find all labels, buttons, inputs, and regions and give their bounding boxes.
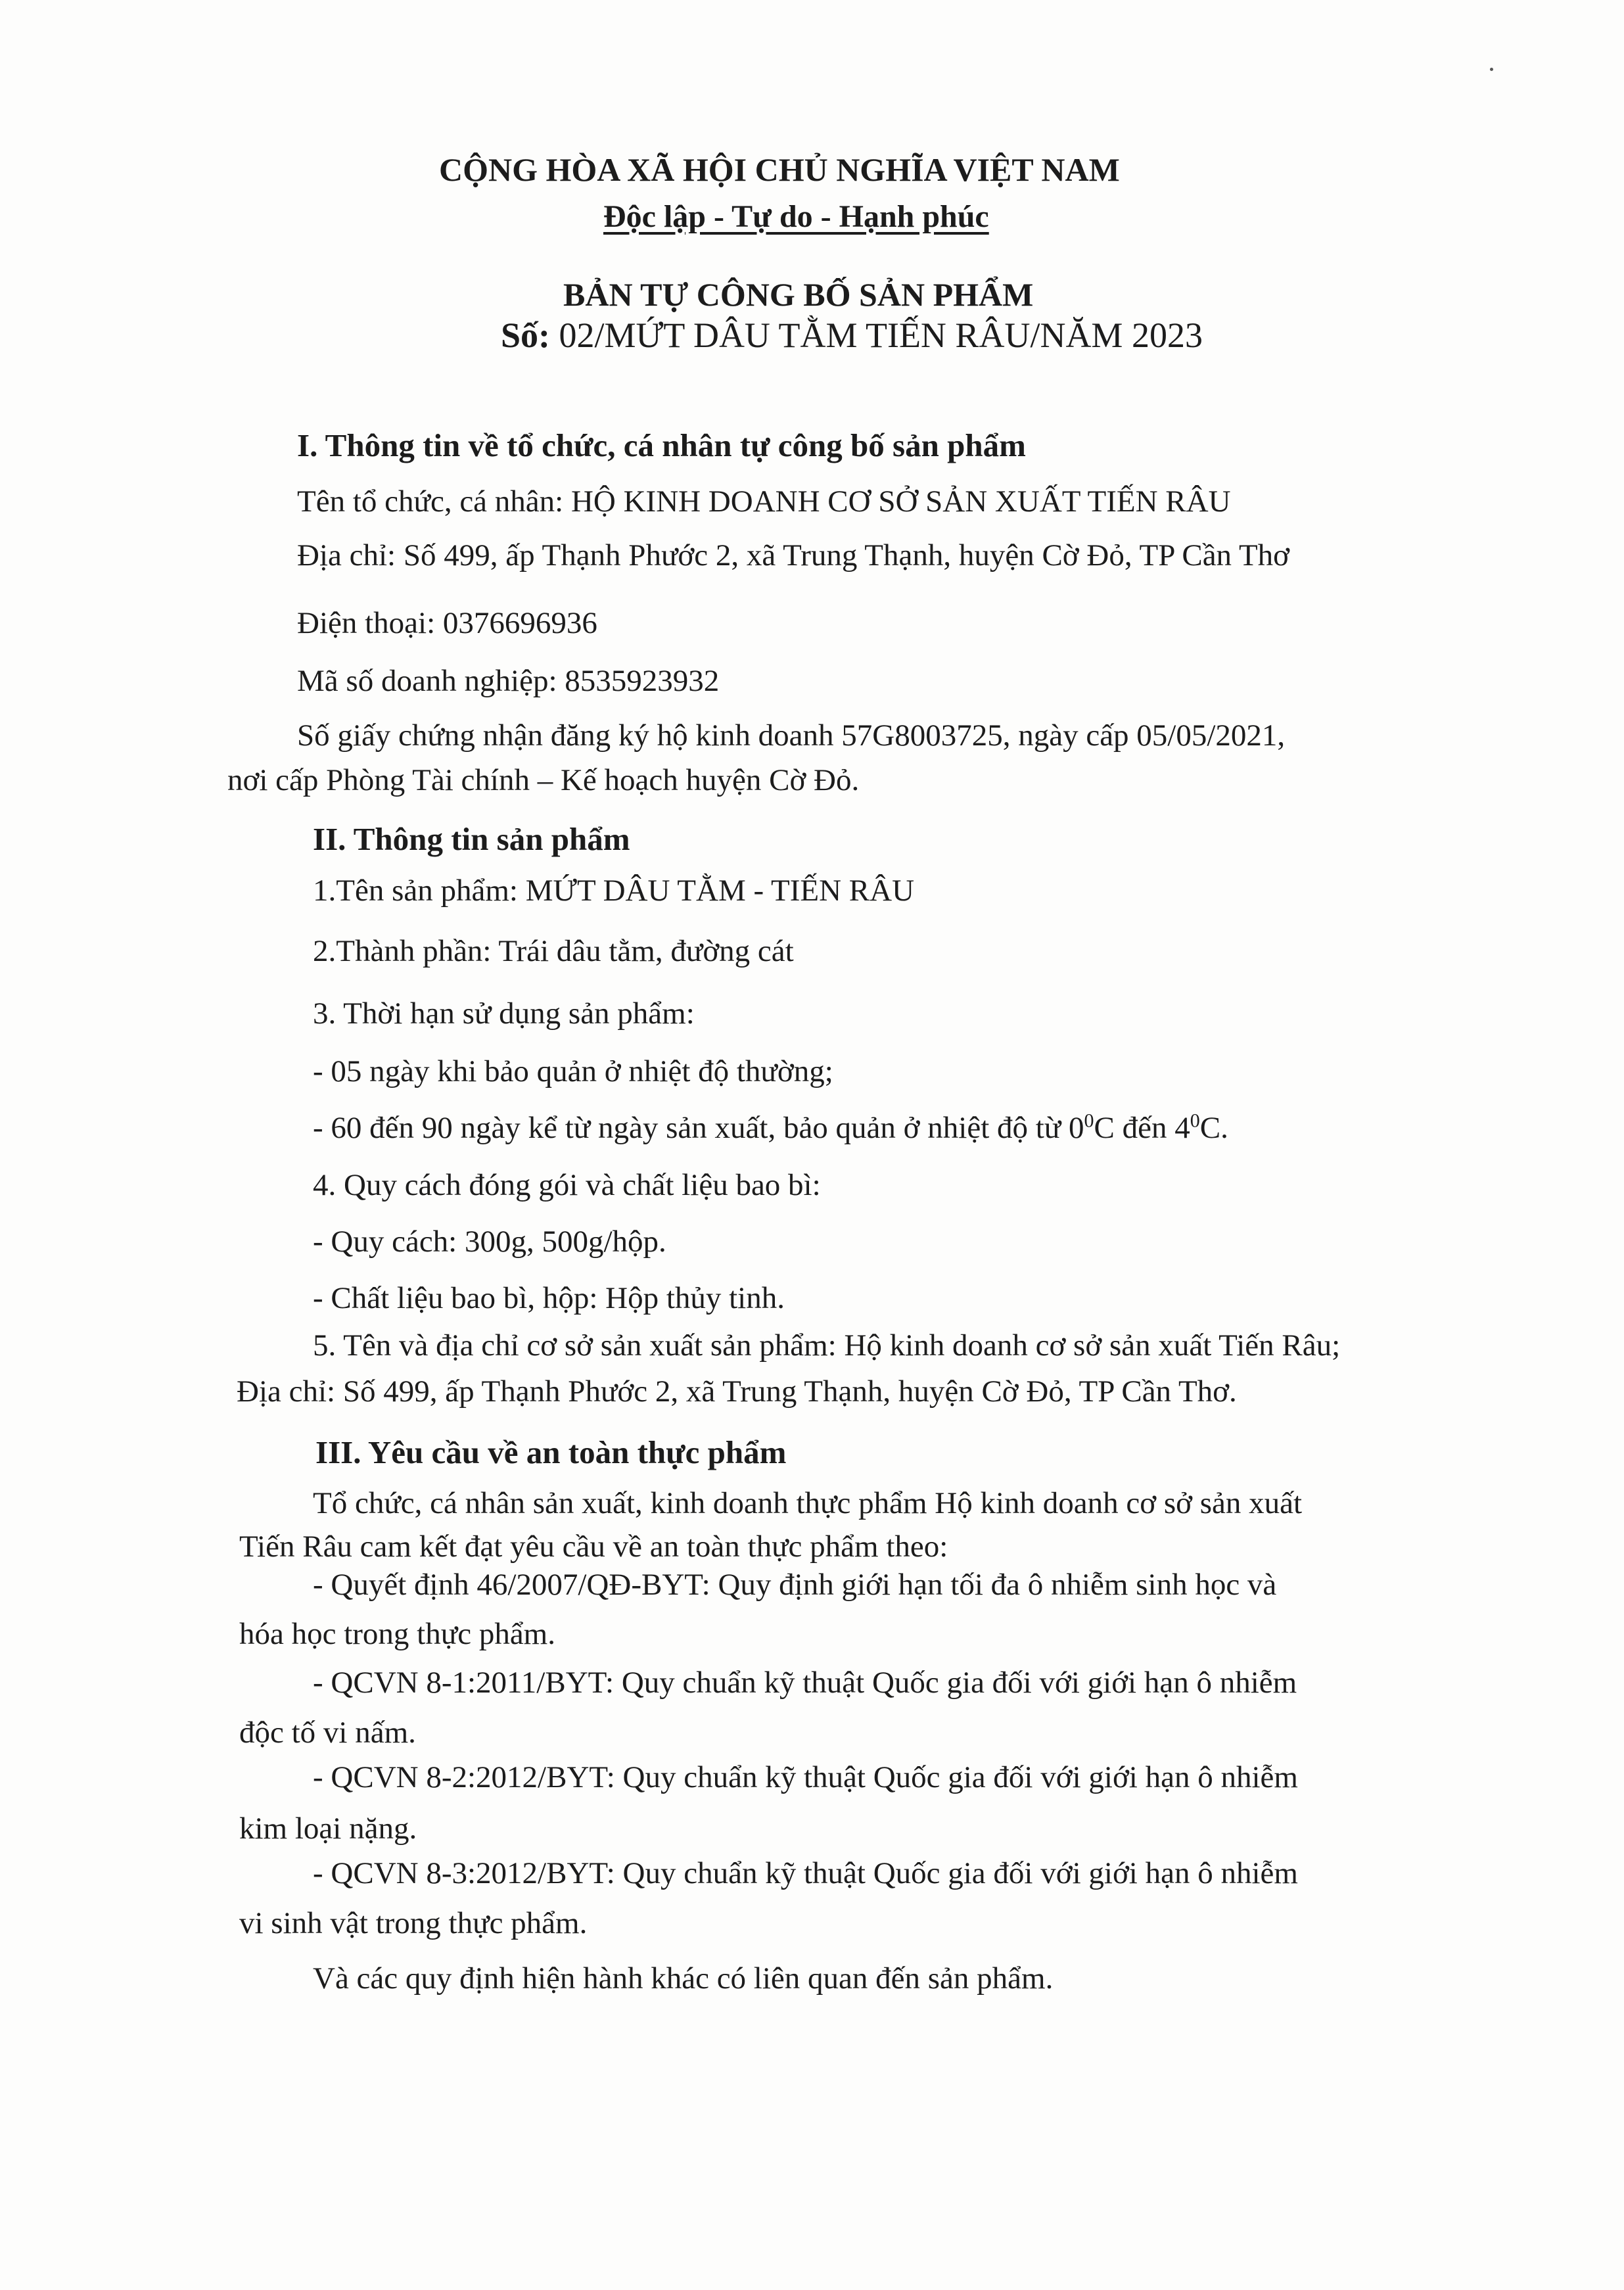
- scan-speck: [1490, 68, 1493, 71]
- packaging-material: - Chất liệu bao bì, hộp: Hộp thủy tinh.: [313, 1281, 785, 1315]
- org-name: Tên tổ chức, cá nhân: HỘ KINH DOANH CƠ SỞ SẢN XUẤT TIẾN RÂU: [297, 484, 1231, 519]
- safety-intro-line-2: Tiến Râu cam kết đạt yêu cầu về an toàn thực phẩm theo:: [239, 1530, 948, 1564]
- shelf-life-ambient: - 05 ngày khi bảo quản ở nhiệt độ thường;: [313, 1054, 833, 1088]
- safety-intro-line-1: Tổ chức, cá nhân sản xuất, kinh doanh thực phẩm Hộ kinh doanh cơ sở sản xuất: [313, 1486, 1303, 1520]
- document-number-label: Số:: [501, 315, 551, 355]
- document-number-value: 02/MỨT DÂU TẰM TIẾN RÂU/NĂM 2023: [559, 315, 1203, 355]
- org-address: Địa chỉ: Số 499, ấp Thạnh Phước 2, xã Trung Thạnh, huyện Cờ Đỏ, TP Cần Thơ: [297, 538, 1290, 572]
- national-title: CỘNG HÒA XÃ HỘI CHỦ NGHĨA VIỆT NAM: [439, 151, 1120, 188]
- packaging-heading: 4. Quy cách đóng gói và chất liệu bao bì:: [313, 1168, 821, 1202]
- national-motto: Độc lập - Tự do - Hạnh phúc: [603, 199, 989, 234]
- business-cert-line-1: Số giấy chứng nhận đăng ký hộ kinh doanh 57G8003725, ngày cấp 05/05/2021,: [297, 718, 1286, 753]
- shelf-life-cold: - 60 đến 90 ngày kể từ ngày sản xuất, bảo quản ở nhiệt độ từ $0^0C$ đến $4^0C$.: [313, 1110, 1228, 1145]
- regulation-3-line-1: - QCVN 8-2:2012/BYT: Quy chuẩn kỹ thuật Quốc gia đối với giới hạn ô nhiễm: [313, 1760, 1298, 1794]
- document-number: [501, 315, 1203, 355]
- regulation-2-line-1: - QCVN 8-1:2011/BYT: Quy chuẩn kỹ thuật Quốc gia đối với giới hạn ô nhiễm: [313, 1666, 1297, 1700]
- producer-line-1: 5. Tên và địa chỉ cơ sở sản xuất sản phẩm: Hộ kinh doanh cơ sở sản xuất Tiến Râu;: [313, 1328, 1341, 1363]
- org-phone: Điện thoại: 0376696936: [297, 606, 597, 640]
- producer-line-2: Địa chỉ: Số 499, ấp Thạnh Phước 2, xã Trung Thạnh, huyện Cờ Đỏ, TP Cần Thơ.: [237, 1374, 1237, 1409]
- regulation-1-line-2: hóa học trong thực phẩm.: [239, 1617, 555, 1651]
- section-1-heading: I. Thông tin về tổ chức, cá nhân tự công bố sản phẩm: [297, 427, 1026, 463]
- regulation-4-line-1: - QCVN 8-3:2012/BYT: Quy chuẩn kỹ thuật Quốc gia đối với giới hạn ô nhiễm: [313, 1856, 1298, 1890]
- product-name: 1.Tên sản phẩm: MỨT DÂU TẰM - TIẾN RÂU: [313, 874, 915, 908]
- closing-statement: Và các quy định hiện hành khác có liên quan đến sản phẩm.: [313, 1961, 1054, 1996]
- packaging-spec: - Quy cách: 300g, 500g/hộp.: [313, 1225, 666, 1259]
- regulation-1-line-1: - Quyết định 46/2007/QĐ-BYT: Quy định giới hạn tối đa ô nhiễm sinh học và: [313, 1568, 1277, 1602]
- regulation-2-line-2: độc tố vi nấm.: [239, 1716, 416, 1750]
- regulation-3-line-2: kim loại nặng.: [239, 1811, 417, 1846]
- shelf-life-heading: 3. Thời hạn sử dụng sản phẩm:: [313, 996, 695, 1031]
- business-cert-line-2: nơi cấp Phòng Tài chính – Kế hoạch huyện Cờ Đỏ.: [227, 763, 860, 797]
- org-tax-code: Mã số doanh nghiệp: 8535923932: [297, 664, 720, 698]
- section-3-heading: III. Yêu cầu về an toàn thực phẩm: [315, 1434, 787, 1470]
- section-2-heading: II. Thông tin sản phẩm: [313, 821, 630, 857]
- document-title: BẢN TỰ CÔNG BỐ SẢN PHẨM: [563, 276, 1034, 313]
- regulation-4-line-2: vi sinh vật trong thực phẩm.: [239, 1906, 588, 1940]
- product-ingredients: 2.Thành phần: Trái dâu tằm, đường cát: [313, 934, 794, 968]
